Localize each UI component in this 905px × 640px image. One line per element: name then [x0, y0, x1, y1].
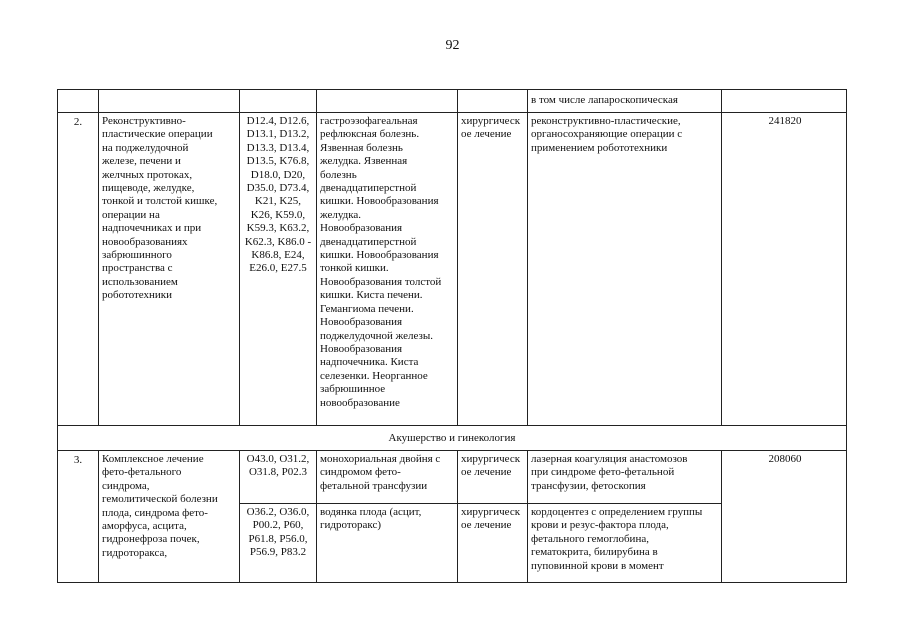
diagnosis: гастроэзофагеальная рефлюксная болезнь. Язвенная болезнь желудка. Язвенная болезнь двенадцатиперстной кишки. Новообразования желудка. Новообразования двенадцатиперстной кишки. Новообразования тонкой кишки. Новообразования толстой кишки. Киста печени. Гемангиома печени. Новообразования поджелудочной железы. Новообразования надпочечника. Киста селезенки. Неорганное забрюшинное новообразование	[316, 113, 457, 425]
table-row-2	[57, 113, 847, 426]
row-number-cell	[58, 90, 98, 112]
treatment-type-cell	[457, 90, 527, 112]
row-number: 3.	[73, 454, 83, 466]
table-row-3	[57, 451, 847, 583]
treatment-method: реконструктивно-пластические, органосохраняющие операции с применением робототехники	[527, 113, 721, 425]
treatment-type: хирургическ ое лечение	[457, 451, 527, 503]
table-row-continued	[57, 89, 847, 113]
section-title: Акушерство и гинекология	[388, 432, 516, 444]
treatment-method: лазерная коагуляция анастомозов при синдроме фето-фетальной трансфузии, фетоскопия	[527, 451, 721, 503]
diagnosis-cell	[316, 90, 457, 112]
row-number: 2.	[73, 116, 83, 128]
treatment-type: хирургическ ое лечение	[457, 113, 527, 425]
care-type-name: Реконструктивно- пластические операции на поджелудочной железе, печени и желчных протоках, пищеводе, желудке, тонкой и толстой кишке, операции на надпочечниках и при новообразованиях забрюшинного пространства с использованием робототехники	[98, 113, 239, 425]
icd-codes-cell	[239, 90, 316, 112]
care-type-name: Комплексное лечение фето-фетального синдрома, гемолитической болезни плода, синдрома фето- аморфуса, асцита, гидронефроза почек, гидроторакса,	[98, 451, 239, 582]
care-type-cell	[98, 90, 239, 112]
cost-value: 241820	[721, 113, 848, 425]
section-header	[57, 426, 847, 451]
icd-codes: D12.4, D12.6, D13.1, D13.2, D13.3, D13.4, D13.5, K76.8, D18.0, D20, D35.0, D73.4, K21, K25, K26, K59.0, K59.3, K63.2, K62.3, K86.0 - K86.8, E24, E26.0, E27.5	[239, 113, 316, 425]
method-cell: в том числе лапароскопическая	[527, 90, 721, 112]
icd-codes: O43.0, O31.2, O31.8, P02.3	[239, 451, 316, 503]
diagnosis: водянка плода (асцит, гидроторакс)	[316, 504, 457, 582]
treatment-type: хирургическ ое лечение	[457, 504, 527, 582]
page-number: 92	[445, 38, 460, 53]
medical-care-table	[57, 89, 847, 583]
cost-value: 208060	[721, 451, 848, 582]
diagnosis: монохориальная двойня с синдромом фето- фетальной трансфузии	[316, 451, 457, 503]
cost-cell	[721, 90, 848, 112]
icd-codes: O36.2, O36.0, P00.2, P60, P61.8, P56.0, P56.9, P83.2	[239, 504, 316, 582]
treatment-method: кордоцентез с определением группы крови и резус-фактора плода, фетального гемоглобина, гематокрита, билирубина в пуповинной крови в момент	[527, 504, 721, 582]
